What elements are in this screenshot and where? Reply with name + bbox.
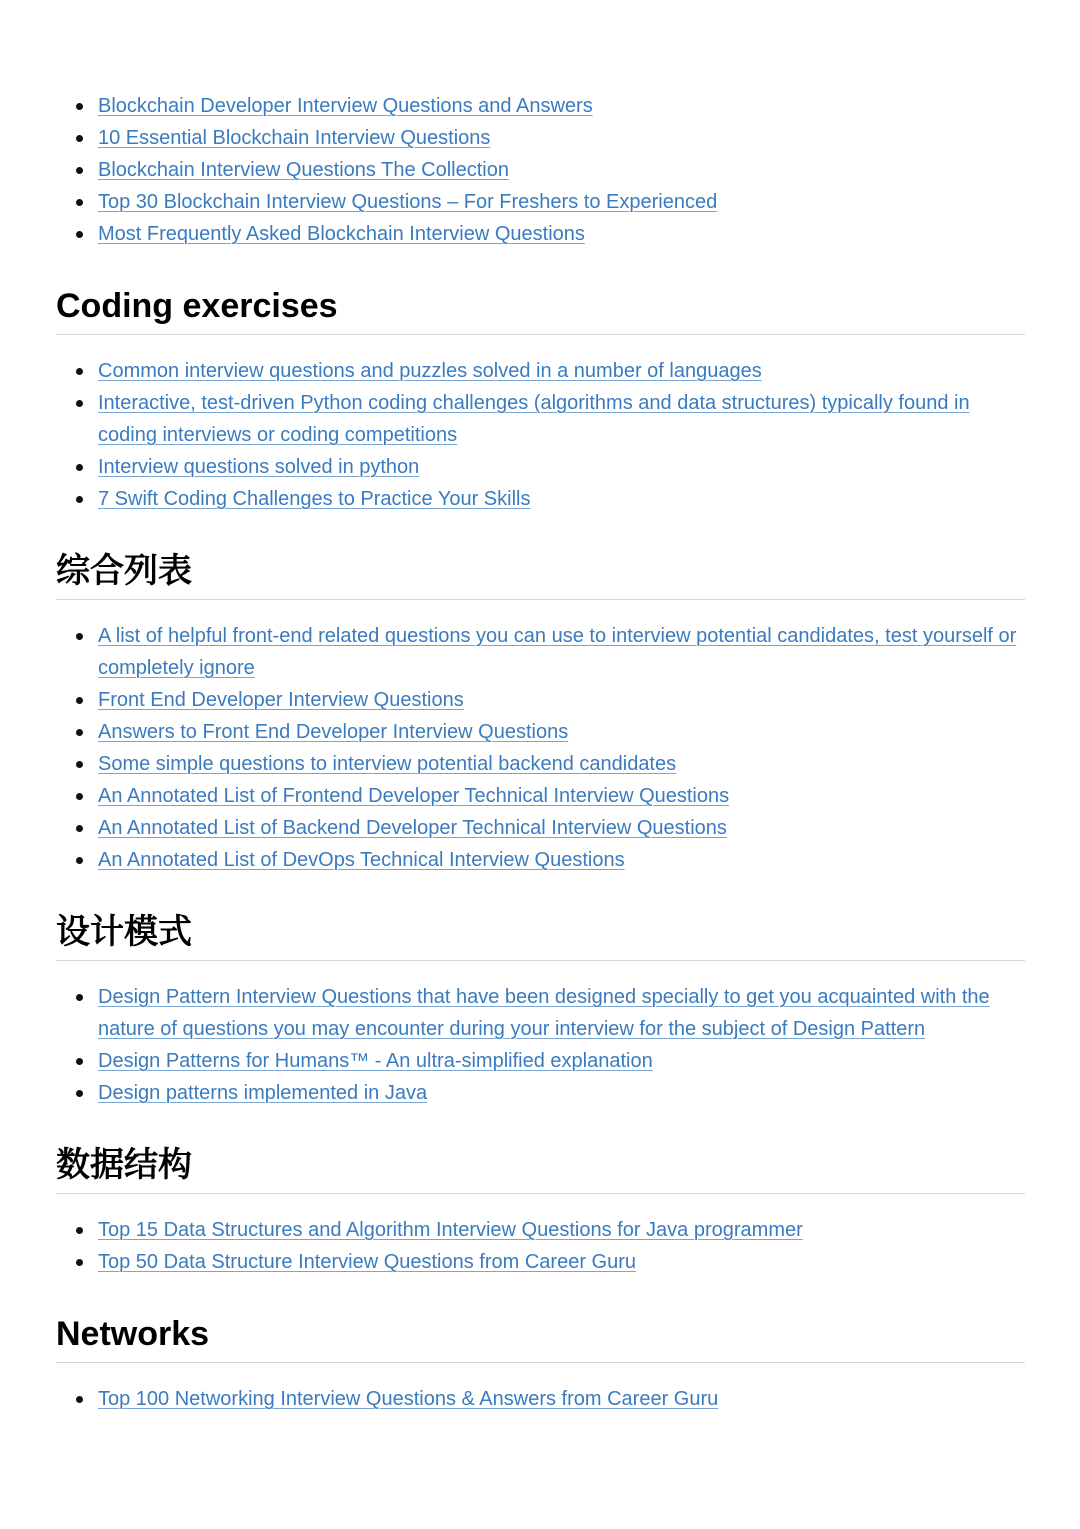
list-item (56, 186, 1025, 218)
list-link[interactable]: Design patterns implemented in Java (98, 1082, 428, 1104)
list-link[interactable]: Blockchain Interview Questions The Collection (98, 159, 509, 181)
list-item (56, 684, 1025, 716)
list-item (56, 355, 1025, 387)
intro-link-list (56, 90, 1025, 250)
bullet-icon (76, 1396, 83, 1403)
list-item (56, 90, 1025, 122)
list-item (56, 812, 1025, 844)
list-link[interactable]: A list of helpful front-end related questions you can use to interview potential candidates, test yourself or completely ignore (98, 625, 1017, 679)
bullet-icon (76, 1090, 83, 1097)
list-item (56, 1383, 1025, 1415)
list-item (56, 154, 1025, 186)
section-heading: 设计模式 (56, 912, 1025, 961)
list-item (56, 451, 1025, 483)
list-link[interactable]: Top 15 Data Structures and Algorithm Interview Questions for Java programmer (98, 1219, 803, 1241)
list-item (56, 620, 1025, 684)
section-link-list (56, 355, 1025, 515)
section-heading: Networks (56, 1314, 1025, 1363)
bullet-icon (76, 199, 83, 206)
section-link-list (56, 620, 1025, 876)
bullet-icon (76, 1259, 83, 1266)
list-item (56, 1077, 1025, 1109)
bullet-icon (76, 135, 83, 142)
list-link[interactable]: 7 Swift Coding Challenges to Practice Your Skills (98, 488, 531, 510)
list-link[interactable]: Blockchain Developer Interview Questions and Answers (98, 95, 593, 117)
bullet-icon (76, 761, 83, 768)
document-page (56, 90, 1025, 1415)
section-general-list (56, 551, 1025, 876)
section-networks (56, 1314, 1025, 1415)
list-link[interactable]: Some simple questions to interview potential backend candidates (98, 753, 677, 775)
list-link[interactable]: Design Patterns for Humans™ - An ultra-simplified explanation (98, 1050, 653, 1072)
list-item (56, 122, 1025, 154)
section-coding-exercises (56, 286, 1025, 515)
section-link-list (56, 981, 1025, 1109)
bullet-icon (76, 368, 83, 375)
list-item (56, 1246, 1025, 1278)
list-item (56, 218, 1025, 250)
list-item (56, 716, 1025, 748)
bullet-icon (76, 1058, 83, 1065)
section-data-structures (56, 1145, 1025, 1278)
section-heading: 数据结构 (56, 1145, 1025, 1194)
bullet-icon (76, 103, 83, 110)
bullet-icon (76, 697, 83, 704)
list-link[interactable]: Front End Developer Interview Questions (98, 689, 464, 711)
list-item (56, 981, 1025, 1045)
bullet-icon (76, 729, 83, 736)
list-link[interactable]: Interactive, test-driven Python coding challenges (algorithms and data structures) typically found in coding interviews or coding competitions (98, 392, 970, 446)
section-heading: 综合列表 (56, 551, 1025, 600)
bullet-icon (76, 496, 83, 503)
list-item (56, 483, 1025, 515)
bullet-icon (76, 793, 83, 800)
bullet-icon (76, 400, 83, 407)
bullet-icon (76, 231, 83, 238)
bullet-icon (76, 167, 83, 174)
list-item (56, 1214, 1025, 1246)
list-link[interactable]: An Annotated List of Backend Developer Technical Interview Questions (98, 817, 727, 839)
list-link[interactable]: Answers to Front End Developer Interview Questions (98, 721, 569, 743)
list-link[interactable]: An Annotated List of Frontend Developer Technical Interview Questions (98, 785, 730, 807)
list-item (56, 780, 1025, 812)
list-item (56, 1045, 1025, 1077)
list-link[interactable]: Interview questions solved in python (98, 456, 420, 478)
list-item (56, 748, 1025, 780)
section-design-patterns (56, 912, 1025, 1109)
bullet-icon (76, 464, 83, 471)
list-link[interactable]: Top 100 Networking Interview Questions & Answers from Career Guru (98, 1388, 719, 1410)
section-link-list (56, 1383, 1025, 1415)
list-link[interactable]: Top 30 Blockchain Interview Questions – For Freshers to Experienced (98, 191, 718, 213)
section-link-list (56, 1214, 1025, 1278)
list-link[interactable]: Design Pattern Interview Questions that have been designed specially to get you acquainted with the nature of questions you may encounter during your interview for the subject of Design Pattern (98, 986, 990, 1040)
bullet-icon (76, 994, 83, 1001)
section-heading: Coding exercises (56, 286, 1025, 335)
list-link[interactable]: 10 Essential Blockchain Interview Questions (98, 127, 491, 149)
list-link[interactable]: Most Frequently Asked Blockchain Interview Questions (98, 223, 585, 245)
list-link[interactable]: An Annotated List of DevOps Technical Interview Questions (98, 849, 625, 871)
list-item (56, 387, 1025, 451)
bullet-icon (76, 633, 83, 640)
bullet-icon (76, 1227, 83, 1234)
list-link[interactable]: Common interview questions and puzzles solved in a number of languages (98, 360, 762, 382)
bullet-icon (76, 825, 83, 832)
list-item (56, 844, 1025, 876)
list-link[interactable]: Top 50 Data Structure Interview Questions from Career Guru (98, 1251, 637, 1273)
bullet-icon (76, 857, 83, 864)
